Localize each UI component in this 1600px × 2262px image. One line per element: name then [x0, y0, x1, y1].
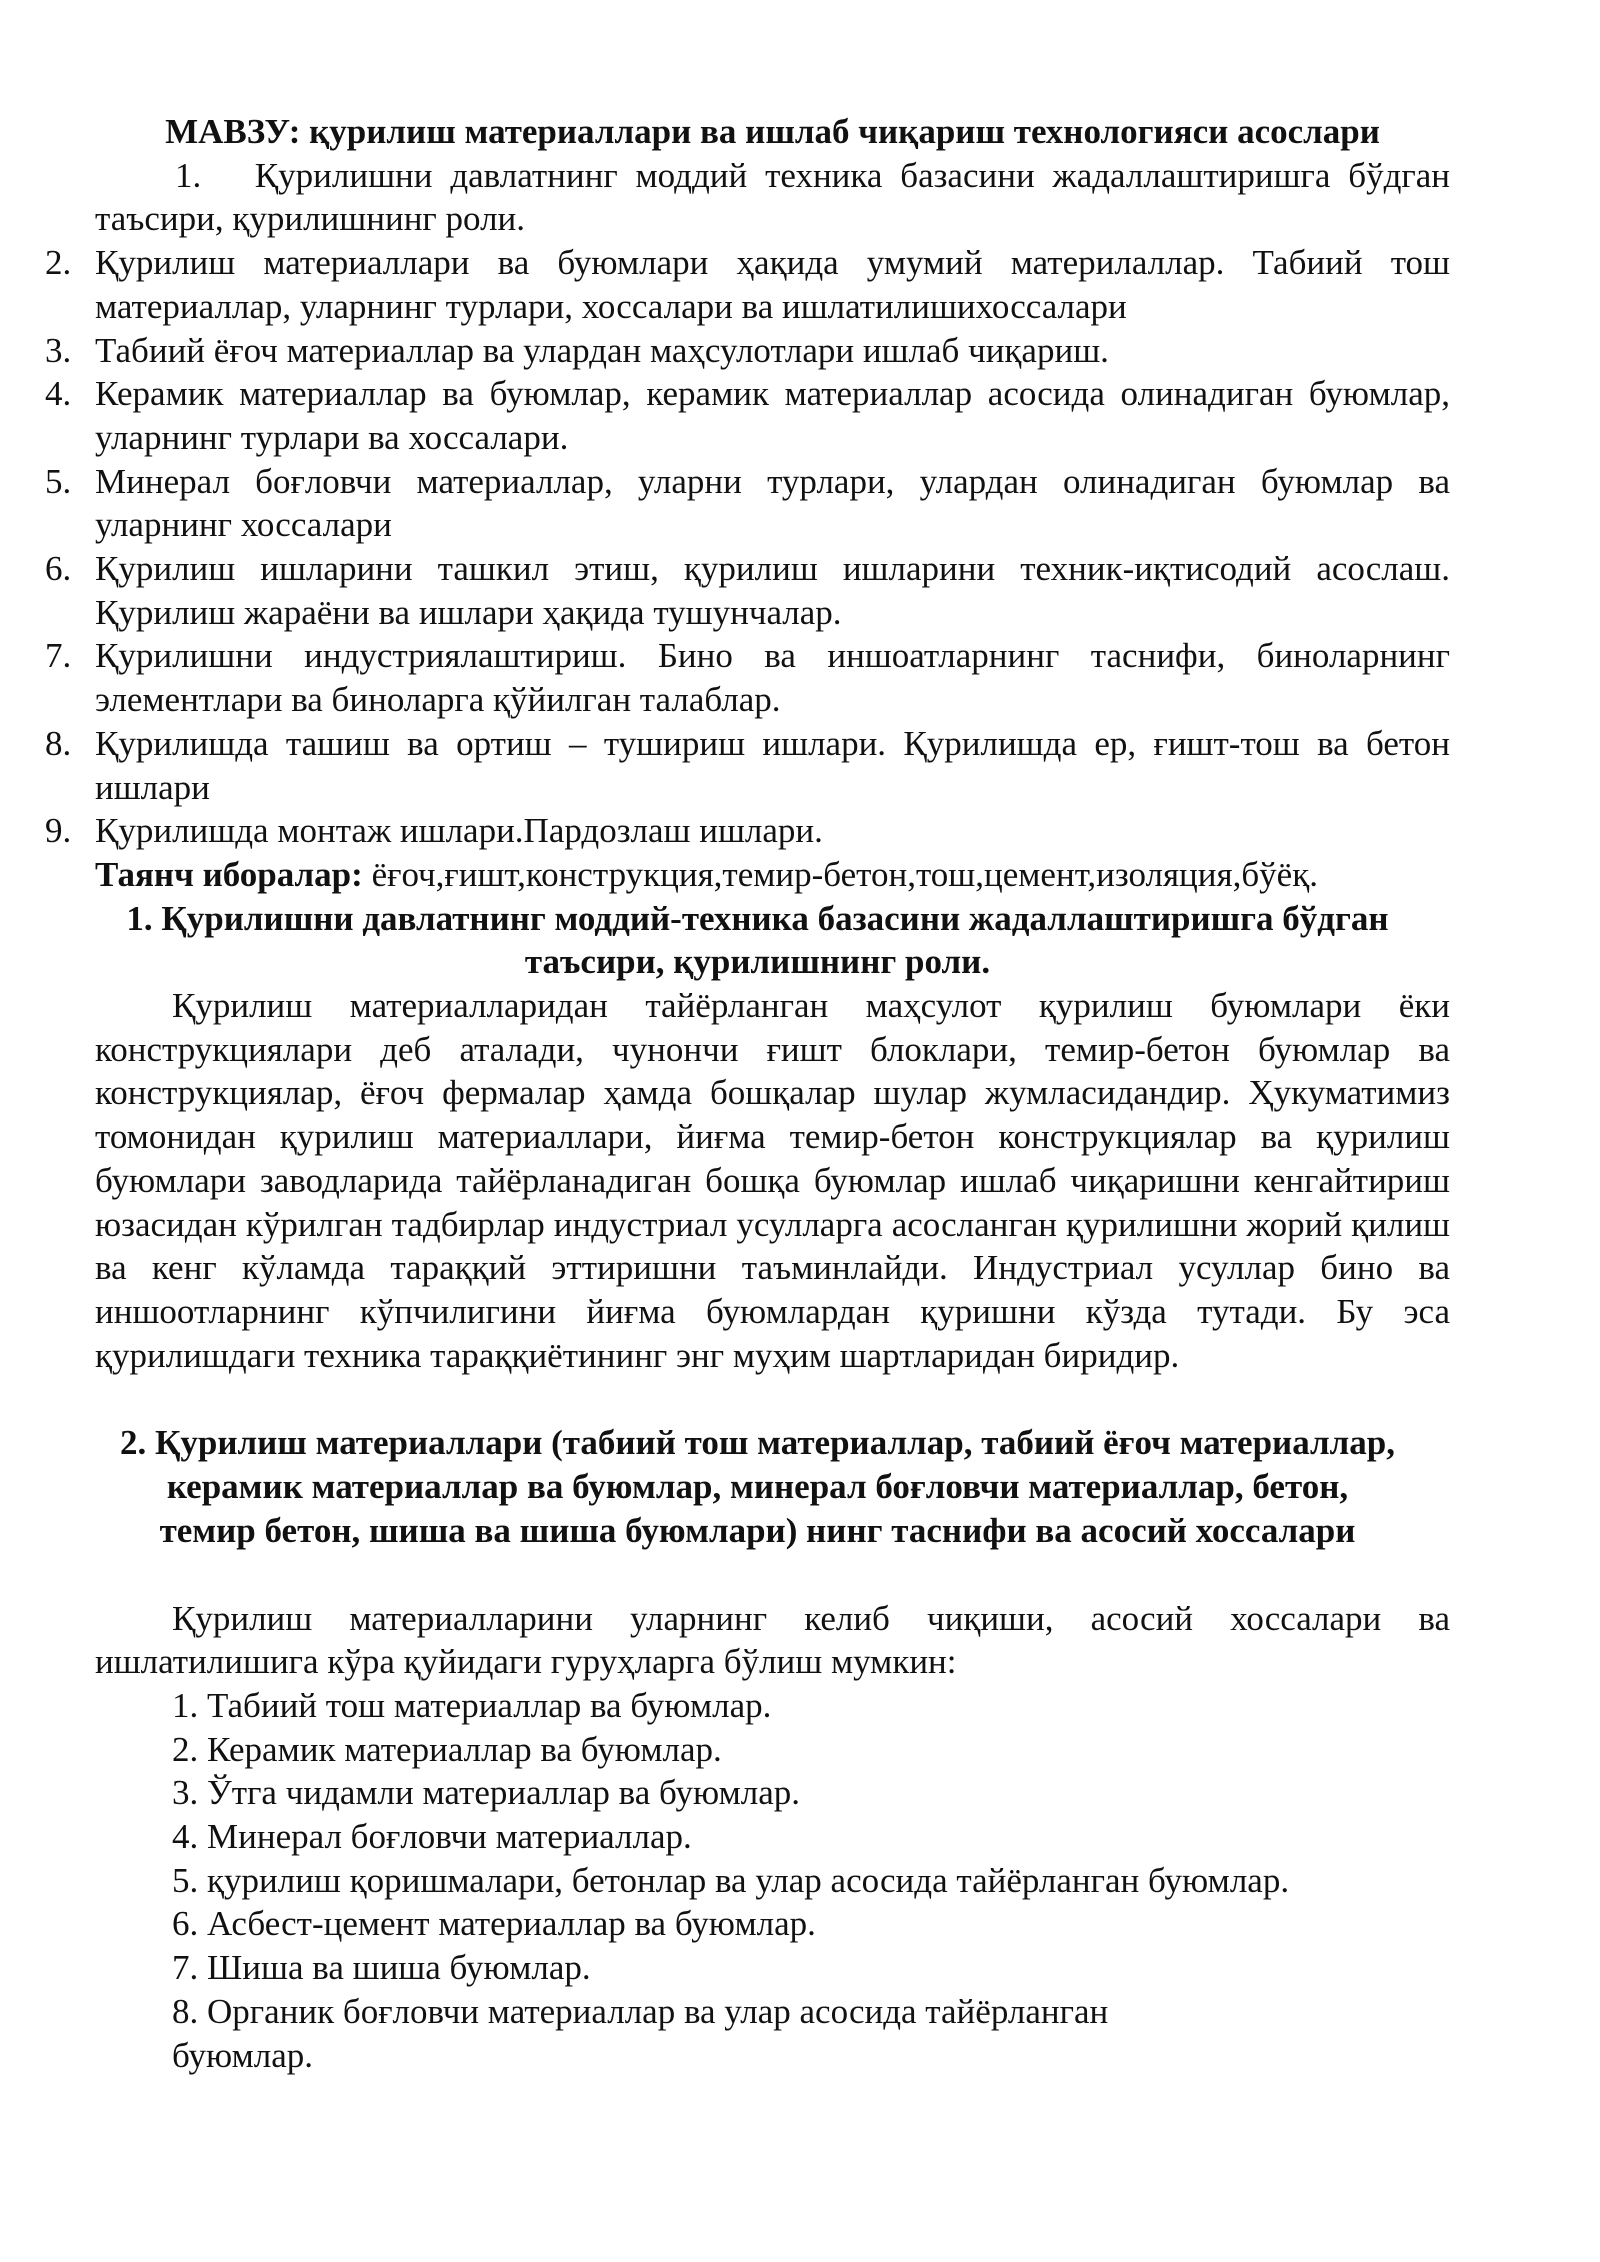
- list-item: 7. Шиша ва шиша буюмлар.: [172, 1948, 591, 1988]
- topic-text: Қурилишни давлатнинг моддий техника базасини жадаллаштиришга бўдган таъсири, қурилишнинг роли.: [95, 155, 1450, 239]
- section-1-heading-line: 1. Қурилишни давлатнинг моддий-техника базасини жадаллаштиришга бўдган: [126, 898, 1389, 938]
- section-2-heading-line: темир бетон, шиша ва шиша буюмлари) нинг таснифи ва асосий хоссалари: [159, 1510, 1356, 1550]
- topic-item: [45, 329, 1450, 373]
- topic-text: Қурилишни индустриялаштириш. Бино ва иншоатларнинг таснифи, биноларнинг элементлари ва биноларга қўйилган талаблар.: [95, 636, 1450, 720]
- topic-number: 1.: [175, 155, 202, 195]
- topic-text: Керамик материаллар ва буюмлар, керамик материаллар асосида олинадиган буюмлар, уларнинг турлари ва хоссалари.: [95, 374, 1450, 457]
- section-1-paragraph: Қурилиш материалларидан тайёрланган маҳсулот қурилиш буюмлари ёки конструкциялари деб аталади, чунончи ғишт блоклари, темир-бетон буюмлар ва конструкциялар, ёғоч фермалар ҳамда бошқалар шулар жумласидандир. Ҳукуматимиз томонидан қурилиш материаллари, йиғма темир-бетон конструкциялар ва қурилиш буюмлари заводларида тайёрланадиган бошқа буюмлар ишлаб чиқаришни кенгайтириш юзасидан кўрилган тадбирлар индустриал усулларга асосланган қурилишни жорий қилиш ва кенг кўламда тараққий эттиришни таъминлайди. Индустриал усуллар бино ва иншоотларнинг кўпчилигини йиғма буюмлардан қуришни кўзда тутади. Бу эса қурилишдаги техника тараққиётининг энг муҳим шартларидан биридир.: [95, 986, 1450, 1375]
- topic-number: 4.: [45, 374, 72, 414]
- topic-item: [45, 722, 1450, 809]
- section-2-heading-line: 2. Қурилиш материаллари (табиий тош материаллар, табиий ёғоч материаллар,: [119, 1423, 1395, 1463]
- section-1-heading: [55, 897, 1460, 984]
- topic-item: [45, 241, 1450, 328]
- topic-number: 2.: [45, 243, 72, 283]
- spacer: [95, 1553, 1450, 1597]
- section-2-heading-line: керамик материаллар ва буюмлар, минерал боғловчи материаллар, бетон,: [166, 1467, 1349, 1507]
- topic-text: Қурилишда ташиш ва ортиш – тушириш ишлари. Қурилишда ер, ғишт-тош ва бетон ишлари: [95, 723, 1450, 807]
- topic-item: [45, 547, 1450, 634]
- topics-list: [45, 154, 1450, 853]
- list-item: 2. Керамик материаллар ва буюмлар.: [172, 1729, 722, 1769]
- topic-item: [45, 634, 1450, 721]
- topic-number: 6.: [45, 549, 72, 589]
- topic-text: Қурилиш ишларини ташкил этиш, қурилиш ишларини техник-иқтисодий асослаш. Қурилиш жараёни ва ишлари ҳақида тушунчалар.: [95, 549, 1450, 632]
- list-item: 1. Табиий тош материаллар ва буюмлар.: [172, 1685, 772, 1725]
- list-item: 3. Ўтга чидамли материаллар ва буюмлар.: [172, 1773, 801, 1813]
- topic-item: [45, 372, 1450, 459]
- list-item: 8. Органик боғловчи материаллар ва улар асосида тайёрланган: [172, 1991, 1109, 2031]
- topic-item: [95, 154, 1450, 241]
- keywords-line: [95, 853, 1450, 897]
- topic-number: 8.: [45, 723, 72, 763]
- material-groups-list: [95, 1684, 1450, 2077]
- topic-number: 3.: [45, 330, 72, 370]
- spacer: [95, 1377, 1450, 1421]
- document-title: МАВЗУ: қурилиш материаллари ва ишлаб чиқариш технологияси асослари: [165, 112, 1380, 151]
- topic-number: 5.: [45, 461, 72, 501]
- list-item: 4. Минерал боғловчи материаллар.: [172, 1817, 692, 1857]
- topic-text: Қурилишда монтаж ишлари.Пардозлаш ишлари.: [95, 811, 823, 851]
- topic-number: 9.: [45, 811, 72, 851]
- list-item: 5. қурилиш қоришмалари, бетонлар ва улар асосида тайёрланган буюмлар.: [172, 1860, 1290, 1900]
- keywords-text: ёғоч,ғишт,конструкция,темир-бетон,тош,цемент,изоляция,бўёқ.: [362, 854, 1318, 894]
- topic-number: 7.: [45, 636, 72, 676]
- topic-item: [45, 460, 1450, 547]
- topic-item: [45, 809, 1450, 853]
- section-1-heading-line: таъсири, қурилишнинг роли.: [524, 942, 991, 982]
- topic-text: Минерал боғловчи материаллар, уларни турлари, улардан олинадиган буюмлар ва уларнинг хоссалари: [95, 461, 1450, 545]
- keywords-label: Таянч иборалар:: [95, 854, 363, 894]
- section-2-paragraph: Қурилиш материалларини уларнинг келиб чиқиши, асосий хоссалари ва ишлатилишига кўра қуйидаги гуруҳларга бўлиш мумкин:: [95, 1598, 1450, 1682]
- section-2-heading: [55, 1421, 1460, 1552]
- topic-text: Қурилиш материаллари ва буюмлари ҳақида умумий материлаллар. Табиий тош материаллар, уларнинг турлари, хоссалари ва ишлатилишихоссалари: [95, 243, 1450, 326]
- list-item: буюмлар.: [172, 2035, 314, 2075]
- topic-text: Табиий ёғоч материаллар ва улардан маҳсулотлари ишлаб чиқариш.: [95, 330, 1109, 370]
- list-item: 6. Асбест-цемент материаллар ва буюмлар.: [172, 1904, 816, 1944]
